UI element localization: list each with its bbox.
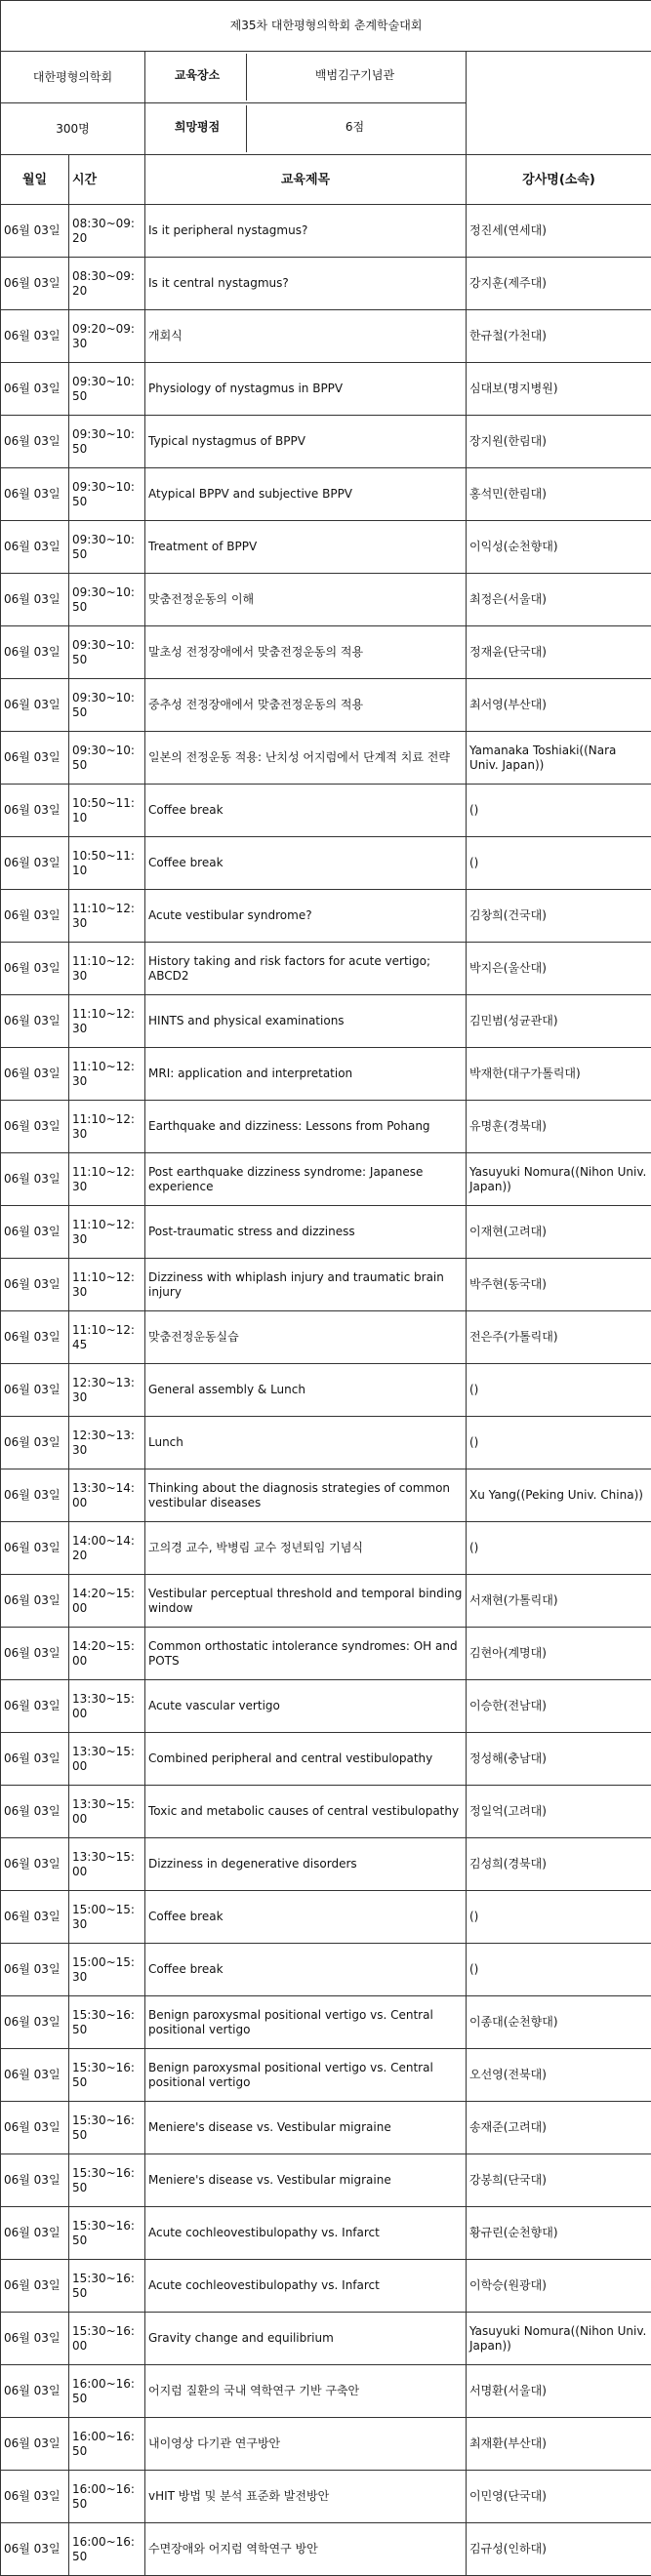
session-speaker: 서재현(가톨릭대) <box>467 1575 651 1628</box>
session-date: 06월 03일 <box>1 1838 69 1891</box>
session-time: 15:30~16:00 <box>69 2313 145 2365</box>
session-title: Toxic and metabolic causes of central vestibulopathy <box>145 1786 467 1838</box>
session-date: 06월 03일 <box>1 1206 69 1259</box>
table-row <box>1 2260 651 2313</box>
session-speaker: 유명훈(경북대) <box>467 1101 651 1153</box>
session-date: 06월 03일 <box>1 1259 69 1311</box>
session-time: 15:30~16:50 <box>69 2049 145 2102</box>
session-speaker: 정성해(충남대) <box>467 1733 651 1786</box>
session-date: 06월 03일 <box>1 2313 69 2365</box>
session-date: 06월 03일 <box>1 416 69 468</box>
session-date: 06월 03일 <box>1 1786 69 1838</box>
session-speaker: Yamanaka Toshiaki((Nara Univ. Japan)) <box>467 732 651 785</box>
table-row <box>1 837 651 890</box>
column-header-row <box>1 155 651 205</box>
table-row <box>1 1628 651 1680</box>
table-row <box>1 1469 651 1522</box>
session-date: 06월 03일 <box>1 1417 69 1469</box>
session-time: 16:00~16:50 <box>69 2418 145 2471</box>
table-row <box>1 1838 651 1891</box>
info-row-credits <box>1 103 651 155</box>
session-speaker: 최서영(부산대) <box>467 679 651 732</box>
credits: 6점 <box>247 105 463 152</box>
session-time: 16:00~16:50 <box>69 2523 145 2576</box>
session-date: 06월 03일 <box>1 1469 69 1522</box>
session-time: 11:10~12:30 <box>69 1153 145 1206</box>
session-title: Typical nystagmus of BPPV <box>145 416 467 468</box>
col-header-date: 월일 <box>1 155 69 205</box>
session-title: General assembly & Lunch <box>145 1364 467 1417</box>
session-time: 09:30~10:50 <box>69 521 145 574</box>
venue: 백범김구기념관 <box>247 54 463 101</box>
session-time: 09:30~10:50 <box>69 468 145 521</box>
session-speaker: 홍석민(한림대) <box>467 468 651 521</box>
table-row <box>1 1259 651 1311</box>
session-speaker: Xu Yang((Peking Univ. China)) <box>467 1469 651 1522</box>
session-time: 15:30~16:50 <box>69 2102 145 2154</box>
session-title: Earthquake and dizziness: Lessons from Pohang <box>145 1101 467 1153</box>
session-time: 08:30~09:20 <box>69 258 145 310</box>
venue-label-text: 교육장소 <box>148 54 247 101</box>
session-speaker: () <box>467 837 651 890</box>
session-date: 06월 03일 <box>1 679 69 732</box>
session-speaker: 최재환(부산대) <box>467 2418 651 2471</box>
session-speaker: 박지은(울산대) <box>467 943 651 995</box>
session-title: Lunch <box>145 1417 467 1469</box>
session-title: Treatment of BPPV <box>145 521 467 574</box>
session-title: Coffee break <box>145 1944 467 1996</box>
table-row <box>1 310 651 363</box>
session-speaker: 박재한(대구가톨릭대) <box>467 1048 651 1101</box>
table-row <box>1 1522 651 1575</box>
session-speaker: 황규린(순천향대) <box>467 2207 651 2260</box>
table-row <box>1 2523 651 2576</box>
session-time: 11:10~12:30 <box>69 1259 145 1311</box>
session-time: 14:20~15:00 <box>69 1628 145 1680</box>
table-row <box>1 2154 651 2207</box>
session-speaker: 이민영(단국대) <box>467 2471 651 2523</box>
session-speaker: () <box>467 1891 651 1944</box>
session-title: Atypical BPPV and subjective BPPV <box>145 468 467 521</box>
session-date: 06월 03일 <box>1 1628 69 1680</box>
organizer: 대한평형의학회 <box>1 52 145 103</box>
table-row <box>1 1311 651 1364</box>
table-row <box>1 1891 651 1944</box>
session-speaker: () <box>467 1522 651 1575</box>
table-row <box>1 2471 651 2523</box>
session-title: MRI: application and interpretation <box>145 1048 467 1101</box>
session-date: 06월 03일 <box>1 1153 69 1206</box>
session-speaker: 최정은(서울대) <box>467 574 651 626</box>
col-header-speaker: 강사명(소속) <box>467 155 651 205</box>
session-date: 06월 03일 <box>1 2207 69 2260</box>
session-date: 06월 03일 <box>1 2523 69 2576</box>
session-time: 10:50~11:10 <box>69 837 145 890</box>
table-row <box>1 521 651 574</box>
session-date: 06월 03일 <box>1 1048 69 1101</box>
session-time: 09:20~09:30 <box>69 310 145 363</box>
session-time: 12:30~13:30 <box>69 1417 145 1469</box>
col-header-title: 교육제목 <box>145 155 467 205</box>
session-date: 06월 03일 <box>1 1311 69 1364</box>
table-row <box>1 1575 651 1628</box>
session-title: Coffee break <box>145 785 467 837</box>
session-time: 15:00~15:30 <box>69 1944 145 1996</box>
session-speaker: Yasuyuki Nomura((Nihon Univ. Japan)) <box>467 1153 651 1206</box>
session-speaker: 이학승(원광대) <box>467 2260 651 2313</box>
table-row <box>1 2102 651 2154</box>
session-title: 일본의 전정운동 적용: 난치성 어지럼에서 단계적 치료 전략 <box>145 732 467 785</box>
session-time: 13:30~15:00 <box>69 1786 145 1838</box>
session-time: 11:10~12:45 <box>69 1311 145 1364</box>
session-time: 09:30~10:50 <box>69 679 145 732</box>
session-date: 06월 03일 <box>1 890 69 943</box>
session-time: 15:30~16:50 <box>69 1996 145 2049</box>
session-date: 06월 03일 <box>1 1364 69 1417</box>
table-row <box>1 2365 651 2418</box>
session-speaker: 오선영(전북대) <box>467 2049 651 2102</box>
session-time: 14:20~15:00 <box>69 1575 145 1628</box>
event-title: 제35차 대한평형의학회 춘계학술대회 <box>1 1 651 52</box>
session-title: 맞춤전정운동실습 <box>145 1311 467 1364</box>
venue-label <box>145 52 467 103</box>
session-speaker: 정진세(연세대) <box>467 205 651 258</box>
table-row <box>1 574 651 626</box>
session-time: 09:30~10:50 <box>69 416 145 468</box>
session-time: 11:10~12:30 <box>69 943 145 995</box>
session-time: 16:00~16:50 <box>69 2471 145 2523</box>
session-time: 12:30~13:30 <box>69 1364 145 1417</box>
session-time: 11:10~12:30 <box>69 1101 145 1153</box>
session-title: Thinking about the diagnosis strategies of common vestibular diseases <box>145 1469 467 1522</box>
table-row <box>1 2418 651 2471</box>
session-date: 06월 03일 <box>1 626 69 679</box>
session-title: Vestibular perceptual threshold and temporal binding window <box>145 1575 467 1628</box>
session-date: 06월 03일 <box>1 2471 69 2523</box>
session-title: 중추성 전정장애에서 맞춤전정운동의 적용 <box>145 679 467 732</box>
session-time: 11:10~12:30 <box>69 890 145 943</box>
session-time: 13:30~15:00 <box>69 1680 145 1733</box>
table-row <box>1 1153 651 1206</box>
session-time: 08:30~09:20 <box>69 205 145 258</box>
session-speaker: 박주현(동국대) <box>467 1259 651 1311</box>
session-title: Dizziness in degenerative disorders <box>145 1838 467 1891</box>
session-speaker: 김규성(인하대) <box>467 2523 651 2576</box>
session-date: 06월 03일 <box>1 310 69 363</box>
session-title: Benign paroxysmal positional vertigo vs. Central positional vertigo <box>145 2049 467 2102</box>
session-title: 말초성 전정장애에서 맞춤전정운동의 적용 <box>145 626 467 679</box>
session-title: vHIT 방법 및 분석 표준화 발전방안 <box>145 2471 467 2523</box>
session-date: 06월 03일 <box>1 785 69 837</box>
table-row <box>1 1733 651 1786</box>
session-date: 06월 03일 <box>1 2102 69 2154</box>
session-speaker: () <box>467 1417 651 1469</box>
session-date: 06월 03일 <box>1 2154 69 2207</box>
session-speaker: 정재윤(단국대) <box>467 626 651 679</box>
session-date: 06월 03일 <box>1 1944 69 1996</box>
session-speaker: 심대보(명지병원) <box>467 363 651 416</box>
session-time: 15:00~15:30 <box>69 1891 145 1944</box>
session-time: 13:30~14:00 <box>69 1469 145 1522</box>
session-date: 06월 03일 <box>1 2418 69 2471</box>
session-title: Benign paroxysmal positional vertigo vs. Central positional vertigo <box>145 1996 467 2049</box>
session-title: Meniere's disease vs. Vestibular migraine <box>145 2154 467 2207</box>
session-speaker: 이종대(순천향대) <box>467 1996 651 2049</box>
credit-label: 희망평점 <box>148 105 247 152</box>
table-row <box>1 258 651 310</box>
session-speaker: 장지원(한림대) <box>467 416 651 468</box>
session-title: Gravity change and equilibrium <box>145 2313 467 2365</box>
table-row <box>1 785 651 837</box>
session-date: 06월 03일 <box>1 2365 69 2418</box>
table-row <box>1 1364 651 1417</box>
session-time: 10:50~11:10 <box>69 785 145 837</box>
table-row <box>1 205 651 258</box>
table-row <box>1 943 651 995</box>
session-title: HINTS and physical examinations <box>145 995 467 1048</box>
session-title: Physiology of nystagmus in BPPV <box>145 363 467 416</box>
table-row <box>1 2049 651 2102</box>
session-date: 06월 03일 <box>1 468 69 521</box>
session-speaker: 이익성(순천향대) <box>467 521 651 574</box>
table-row <box>1 1944 651 1996</box>
session-title: Coffee break <box>145 1891 467 1944</box>
table-row <box>1 1417 651 1469</box>
session-date: 06월 03일 <box>1 2049 69 2102</box>
session-speaker: 김현아(계명대) <box>467 1628 651 1680</box>
session-date: 06월 03일 <box>1 732 69 785</box>
session-title: 수면장애와 어지럼 역학연구 방안 <box>145 2523 467 2576</box>
session-title: Acute vestibular syndrome? <box>145 890 467 943</box>
title-row <box>1 1 651 52</box>
session-date: 06월 03일 <box>1 1101 69 1153</box>
session-speaker: 이승한(전남대) <box>467 1680 651 1733</box>
table-row <box>1 2313 651 2365</box>
table-row <box>1 890 651 943</box>
session-title: Post-traumatic stress and dizziness <box>145 1206 467 1259</box>
session-title: Dizziness with whiplash injury and traumatic brain injury <box>145 1259 467 1311</box>
session-speaker: () <box>467 1364 651 1417</box>
session-speaker: 김창희(건국대) <box>467 890 651 943</box>
session-title: Common orthostatic intolerance syndromes: OH and POTS <box>145 1628 467 1680</box>
session-time: 13:30~15:00 <box>69 1838 145 1891</box>
session-time: 11:10~12:30 <box>69 1048 145 1101</box>
session-date: 06월 03일 <box>1 1575 69 1628</box>
table-row <box>1 1206 651 1259</box>
session-title: Is it central nystagmus? <box>145 258 467 310</box>
table-row <box>1 626 651 679</box>
session-title: Acute cochleovestibulopathy vs. Infarct <box>145 2207 467 2260</box>
session-time: 09:30~10:50 <box>69 363 145 416</box>
table-row <box>1 1680 651 1733</box>
session-title: Coffee break <box>145 837 467 890</box>
session-time: 13:30~15:00 <box>69 1733 145 1786</box>
session-title: 어지럼 질환의 국내 역학연구 기반 구축안 <box>145 2365 467 2418</box>
table-row <box>1 1101 651 1153</box>
table-row <box>1 2207 651 2260</box>
session-speaker: 김민범(성균관대) <box>467 995 651 1048</box>
col-header-time: 시간 <box>69 155 145 205</box>
session-speaker: 이재현(고려대) <box>467 1206 651 1259</box>
session-date: 06월 03일 <box>1 258 69 310</box>
session-time: 15:30~16:50 <box>69 2260 145 2313</box>
session-speaker: 김성희(경북대) <box>467 1838 651 1891</box>
session-title: 내이영상 다기관 연구방안 <box>145 2418 467 2471</box>
credit-cell <box>145 103 467 155</box>
table-row <box>1 416 651 468</box>
table-row <box>1 679 651 732</box>
session-date: 06월 03일 <box>1 837 69 890</box>
session-time: 09:30~10:50 <box>69 574 145 626</box>
session-title: 맞춤전정운동의 이해 <box>145 574 467 626</box>
session-title: Post earthquake dizziness syndrome: Japanese experience <box>145 1153 467 1206</box>
session-date: 06월 03일 <box>1 1522 69 1575</box>
session-speaker: () <box>467 1944 651 1996</box>
session-title: Is it peripheral nystagmus? <box>145 205 467 258</box>
session-title: History taking and risk factors for acute vertigo; ABCD2 <box>145 943 467 995</box>
session-title: Acute cochleovestibulopathy vs. Infarct <box>145 2260 467 2313</box>
session-speaker: 서명환(서울대) <box>467 2365 651 2418</box>
session-speaker: Yasuyuki Nomura((Nihon Univ. Japan)) <box>467 2313 651 2365</box>
session-date: 06월 03일 <box>1 2260 69 2313</box>
session-title: 고의경 교수, 박병림 교수 정년퇴임 기념식 <box>145 1522 467 1575</box>
table-row <box>1 1048 651 1101</box>
attendees: 300명 <box>1 103 145 155</box>
table-row <box>1 1996 651 2049</box>
session-speaker: 정일억(고려대) <box>467 1786 651 1838</box>
session-time: 16:00~16:50 <box>69 2365 145 2418</box>
table-row <box>1 732 651 785</box>
table-row <box>1 363 651 416</box>
session-date: 06월 03일 <box>1 995 69 1048</box>
session-date: 06월 03일 <box>1 363 69 416</box>
session-time: 11:10~12:30 <box>69 1206 145 1259</box>
session-title: 개회식 <box>145 310 467 363</box>
session-speaker: 강지훈(제주대) <box>467 258 651 310</box>
session-title: Combined peripheral and central vestibulopathy <box>145 1733 467 1786</box>
session-time: 11:10~12:30 <box>69 995 145 1048</box>
session-speaker: 한규철(가천대) <box>467 310 651 363</box>
session-date: 06월 03일 <box>1 1996 69 2049</box>
table-row <box>1 468 651 521</box>
session-time: 09:30~10:50 <box>69 732 145 785</box>
session-title: Acute vascular vertigo <box>145 1680 467 1733</box>
session-time: 14:00~14:20 <box>69 1522 145 1575</box>
session-date: 06월 03일 <box>1 1680 69 1733</box>
session-date: 06월 03일 <box>1 1891 69 1944</box>
table-row <box>1 1786 651 1838</box>
table-row <box>1 995 651 1048</box>
session-speaker: 송재준(고려대) <box>467 2102 651 2154</box>
info-row-venue <box>1 52 651 103</box>
session-time: 09:30~10:50 <box>69 626 145 679</box>
session-date: 06월 03일 <box>1 574 69 626</box>
session-date: 06월 03일 <box>1 521 69 574</box>
session-speaker: 강봉희(단국대) <box>467 2154 651 2207</box>
session-date: 06월 03일 <box>1 1733 69 1786</box>
session-speaker: () <box>467 785 651 837</box>
session-time: 15:30~16:50 <box>69 2154 145 2207</box>
session-date: 06월 03일 <box>1 205 69 258</box>
session-time: 15:30~16:50 <box>69 2207 145 2260</box>
session-speaker: 전은주(가톨릭대) <box>467 1311 651 1364</box>
session-title: Meniere's disease vs. Vestibular migraine <box>145 2102 467 2154</box>
session-date: 06월 03일 <box>1 943 69 995</box>
